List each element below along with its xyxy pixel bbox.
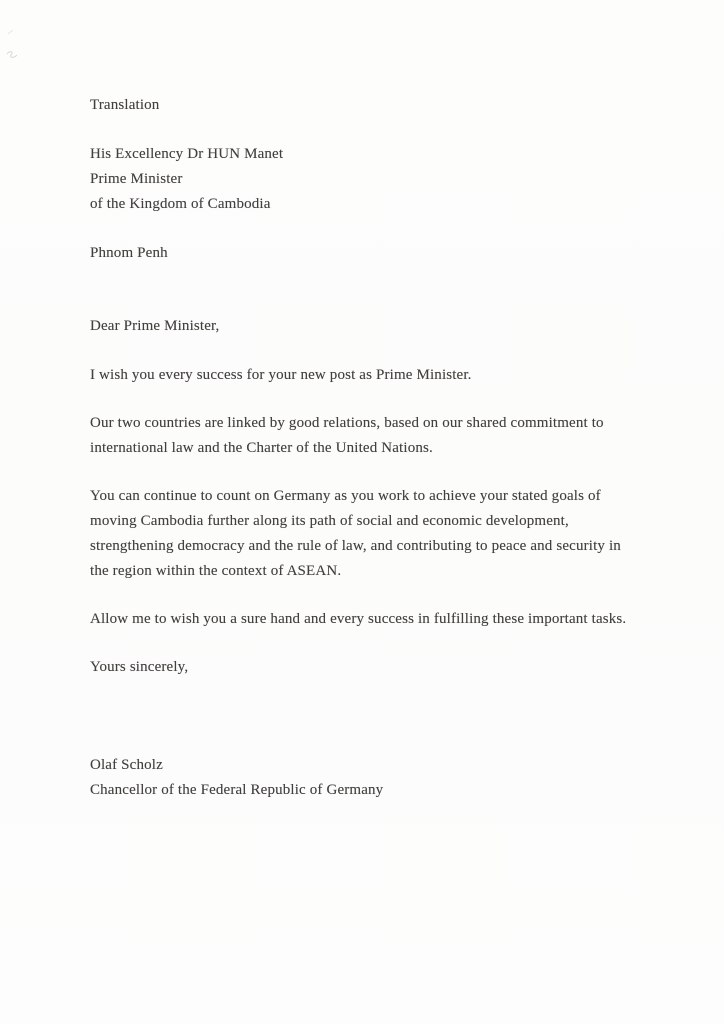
scan-artifact-mark bbox=[4, 28, 34, 62]
signature bbox=[90, 753, 646, 803]
paragraph-3 bbox=[90, 484, 646, 584]
paragraph-line: strengthening democracy and the rule of law, and contributing to peace and security in bbox=[90, 538, 621, 554]
paragraph-line: moving Cambodia further along its path of social and economic development, bbox=[90, 513, 569, 529]
recipient-name: His Excellency Dr HUN Manet bbox=[90, 146, 284, 162]
paragraph-line: You can continue to count on Germany as you work to achieve your stated goals of bbox=[90, 488, 601, 504]
closing: Yours sincerely, bbox=[90, 659, 189, 675]
paragraph-line: Our two countries are linked by good relations, based on our shared commitment to bbox=[90, 415, 604, 431]
recipient-address bbox=[90, 142, 646, 217]
recipient-title: Prime Minister bbox=[90, 171, 183, 187]
paragraph-line: international law and the Charter of the United Nations. bbox=[90, 440, 433, 456]
recipient-city: Phnom Penh bbox=[90, 245, 168, 261]
paragraph-line: Allow me to wish you a sure hand and every success in fulfilling these important tasks. bbox=[90, 611, 627, 627]
recipient-country: of the Kingdom of Cambodia bbox=[90, 196, 271, 212]
translation-label: Translation bbox=[90, 97, 160, 113]
paragraph-line: I wish you every success for your new post as Prime Minister. bbox=[90, 367, 472, 383]
signature-title: Chancellor of the Federal Republic of Germany bbox=[90, 782, 384, 798]
paragraph-2 bbox=[90, 411, 646, 461]
signature-name: Olaf Scholz bbox=[90, 757, 163, 773]
paragraph-line: the region within the context of ASEAN. bbox=[90, 563, 342, 579]
paragraph-4 bbox=[90, 607, 646, 632]
paragraph-1 bbox=[90, 363, 646, 388]
salutation: Dear Prime Minister, bbox=[90, 318, 220, 334]
